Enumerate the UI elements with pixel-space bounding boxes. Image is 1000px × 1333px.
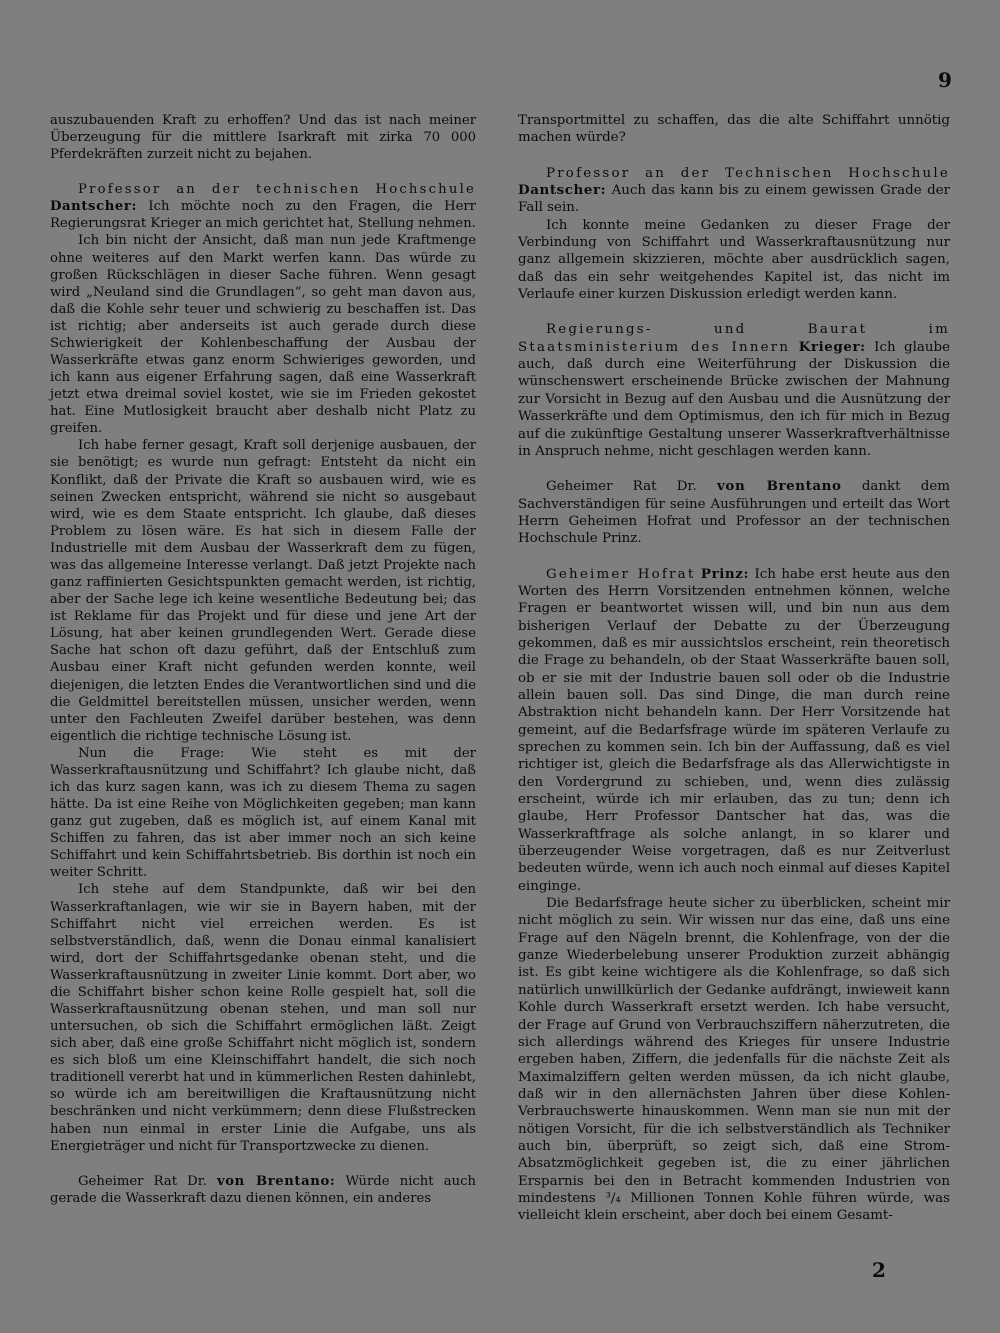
paragraph: Transportmittel zu schaffen, das die alte Schiffahrt unnötig machen würde? bbox=[518, 113, 950, 146]
speaker-paragraph bbox=[518, 566, 950, 896]
speech-text: Ich möchte noch zu den Fragen, die Herr Regierungsrat Krieger an mich gerichtet hat, Stellung nehmen. bbox=[50, 199, 476, 232]
speech-text: Ich habe erst heute aus den Worten des Herrn Vorsitzenden entnehmen können, welche Fragen er beantwortet wissen will, und bin nun aus dem bisherigen Verlauf der Debatte zu der Überzeugung gekommen, daß es mir aussichtslos erscheint, rein theoretisch die Frage zu behandeln, ob der Staat Wasserkräfte bauen soll, ob er sie mit der Industrie bauen soll oder ob die Industrie allein bauen soll. Das sind Dinge, die man durch reine Abstraktion nicht behandeln kann. Der Herr Vorsitzende hat gemeint, auf die Bedarfsfrage würde im späteren Verlaufe zu sprechen zu kommen sein. Ich bin der Auffassung, daß es viel richtiger ist, gleich die Bedarfsfrage als das Allerwichtigste in den Vordergrund zu schieben, und, wenn dies zulässig erscheint, würde ich mir erlauben, das zu tun; denn ich glaube, Herr Professor Dantscher hat das, was die Wasserkraftfrage als solche anlangt, in so klarer und überzeugender Weise vorgetragen, daß es nur Zeitverlust bedeuten würde, wenn ich auch noch einmal auf dieses Kapitel einginge. bbox=[518, 566, 951, 894]
speaker-paragraph bbox=[518, 165, 950, 217]
speech-text: Auch das kann bis zu einem gewissen Grade der Fall sein. bbox=[518, 183, 950, 216]
speaker-paragraph bbox=[518, 478, 950, 547]
speaker-name: von Brentano bbox=[717, 478, 842, 495]
speaker-paragraph bbox=[518, 321, 950, 460]
paragraph: Ich konnte meine Gedanken zu dieser Frage der Verbindung von Schiffahrt und Wasserkraftausnützung nur ganz allgemein skizzieren, möchte aber ausdrücklich sagen, daß das ein sehr weitgehendes Kapitel ist, das nicht im Verlaufe einer kurzen Diskussion erledigt werden kann. bbox=[518, 217, 950, 303]
speaker-title: Geheimer Rat Dr. bbox=[78, 1173, 207, 1189]
paragraph: Die Bedarfsfrage heute sicher zu überblicken, scheint mir nicht möglich zu sein. Wir wissen nur das eine, daß uns eine Frage auf den Nägeln brennt, die Kohlenfrage, von der die ganze Wiederbelebung unserer Produktion zurzeit abhängig ist. Es gibt keine wichtigere als die Kohlenfrage, so daß sich natürlich unwillkürlich der Gedanke aufdrängt, inwieweit kann Kohle durch Wasserkraft ersetzt werden. Ich habe versucht, der Frage auf Grund von Verbrauchsziffern näherzutreten, die sich allerdings während des Krieges für unsere Industrie ergeben haben, Ziffern, die jedenfalls für die nächste Zeit als Maximalziffern gelten werden müssen, da ich nicht glaube, daß wir in den allernächsten Jahren über diese Kohlen-Verbrauchswerte hinauskommen. Wenn man sie nun mit der nötigen Vorsicht, für die ich selbstverständlich als Techniker auch bin, überprüft, so zeigt sich, daß eine Strom-Absatzmöglichkeit gegeben ist, die zu einer jährlichen Ersparnis bei den in Betracht kommenden Industrien von mindestens ³/₄ Millionen Tonnen Kohle führen würde, was vielleicht klein erscheint, aber doch bei einem Gesamt- bbox=[518, 896, 950, 1224]
right-column bbox=[518, 112, 950, 1225]
speaker-title: Regierungs- und Baurat im Staatsministerium des Innern bbox=[518, 322, 950, 355]
paragraph: Ich stehe auf dem Standpunkte, daß wir bei den Wasserkraftanlagen, wie wir sie in Bayern haben, mit der Schiffahrt nicht viel erreichen werden. Es ist selbstverständlich, daß, wenn die Donau einmal kanalisiert wird, dort der Schiffahrtsgedanke obenan steht, und die Wasserkraftausnützung in zweiter Linie kommt. Dort aber, wo die Schiffahrt bisher schon keine Rolle gespielt hat, soll die Wasserkraftausnützung obenan stehen, und man soll nur untersuchen, ob sich die Schiffahrt ermöglichen läßt. Zeigt sich aber, daß eine große Schiffahrt nicht möglich ist, sondern es sich bloß um eine Kleinschiffahrt handelt, die sich noch traditionell vererbt hat und in kümmerlichen Resten dahinlebt, so würde ich am bereitwilligen die Kraftausnützung nicht beschränken und nicht verkümmern; denn diese Flußstrecken haben nun einmal in erster Linie die Aufgabe, uns als Energieträger und nicht für Transportzwecke zu dienen. bbox=[50, 882, 476, 1154]
paragraph: Nun die Frage: Wie steht es mit der Wasserkraftausnützung und Schiffahrt? Ich glaube nicht, daß ich das kurz sagen kann, was ich zu diesem Thema zu sagen hätte. Da ist eine Reihe von Möglichkeiten gegeben; man kann ganz gut zugeben, daß es möglich ist, auf einem Kanal mit Schiffen zu fahren, das ist aber immer noch an sich keine Schiffahrt und kein Schiffahrtsbetrieb. Bis dorthin ist noch ein weiter Schritt. bbox=[50, 745, 476, 881]
page-number-top: 9 bbox=[938, 68, 952, 92]
page-number-bottom: 2 bbox=[872, 1258, 886, 1282]
speaker-paragraph bbox=[50, 1173, 476, 1207]
speaker-name: Prinz: bbox=[700, 565, 749, 582]
speaker-title: Professor an der Technischen Hochschule bbox=[546, 165, 950, 181]
paragraph: Ich habe ferner gesagt, Kraft soll derjenige ausbauen, der sie benötigt; es wurde nun gefragt: Entsteht da nicht ein Konflikt, daß der Private die Kraft so ausbauen wird, wie es seinen Zwecken entspricht, während sie nicht so ausgebaut wird, wie es dem Staate entspricht. Ich glaube, daß dieses Problem zu lösen wäre. Es hat sich in diesem Falle der Industrielle mit dem Ausbau der Wasserkraft dem zu fügen, was das allgemeine Interesse verlangt. Daß jetzt Projekte nach ganz raffinierten Gesichtspunkten gemacht werden, ist richtig, aber der Sache lege ich keine wesentliche Bedeutung bei; das ist Reklame für das Projekt und für diese und jene Art der Lösung, hat aber keinen grundlegenden Wert. Gerade diese Sache hat schon oft dazu geführt, daß der Entschluß zum Ausbau einer Kraft nicht gefunden werden konnte, weil diejenigen, die letzten Endes die Verantwortlichen sind und die die Geldmittel bereitstellen müssen, unsicher werden, wenn unter den Fachleuten Zweifel darüber bestehen, was denn eigentlich die richtige technische Lösung ist. bbox=[50, 438, 476, 744]
speaker-title: Geheimer Rat Dr. bbox=[546, 479, 697, 495]
speech-text: dankt dem Sachverständigen für seine Ausführungen und erteilt das Wort Herrn Geheimen Hofrat und Professor an der technischen Hochschule Prinz. bbox=[518, 479, 950, 547]
paragraph: Ich bin nicht der Ansicht, daß man nun jede Kraftmenge ohne weiteres auf den Markt werfen kann. Das würde zu großen Rückschlägen in dieser Sache führen. Wenn gesagt wird „Neuland sind die Grundlagen“, so geht man davon aus, daß die Kohle sehr teuer und schwierig zu beschaffen ist. Das ist richtig; aber anderseits ist auch gerade durch diese Schwierigkeit der Kohlenbeschaffung der Ausbau der Wasserkräfte etwas ganz enorm Schwieriges geworden, und ich kann aus eigener Erfahrung sagen, daß eine Wasserkraft jetzt etwa dreimal soviel kostet, wie sie im Frieden gekostet hat. Eine Mutlosigkeit braucht aber deshalb nicht Platz zu greifen. bbox=[50, 233, 476, 437]
speaker-name: Dantscher: bbox=[50, 199, 137, 215]
speech-text: Würde nicht auch gerade die Wasserkraft dazu dienen können, ein anderes bbox=[50, 1173, 476, 1206]
left-column bbox=[50, 112, 476, 1207]
speaker-paragraph bbox=[50, 181, 476, 232]
speaker-name: Dantscher: bbox=[518, 182, 607, 199]
speaker-title: Geheimer Hofrat bbox=[546, 566, 696, 582]
speech-text: Ich glaube auch, daß durch eine Weiterführung der Diskussion die wünschenswert erscheinende Brücke zwischen der Mahnung zur Vorsicht in Bezug auf den Ausbau und die Ausnützung der Wasserkräfte und dem Optimismus, den ich für mich in Bezug auf die zukünftige Gestaltung unserer Wasserkraftverhältnisse in Anspruch nehme, nicht geschlagen werden kann. bbox=[518, 339, 950, 459]
speaker-name: Krieger: bbox=[798, 338, 866, 355]
speaker-name: von Brentano: bbox=[216, 1173, 336, 1189]
paragraph: auszubauenden Kraft zu erhoffen? Und das ist nach meiner Überzeugung für die mittlere Isarkraft mit zirka 70 000 Pferdekräften zurzeit nicht zu bejahen. bbox=[50, 113, 476, 163]
speaker-title: Professor an der technischen Hochschule bbox=[78, 182, 476, 198]
